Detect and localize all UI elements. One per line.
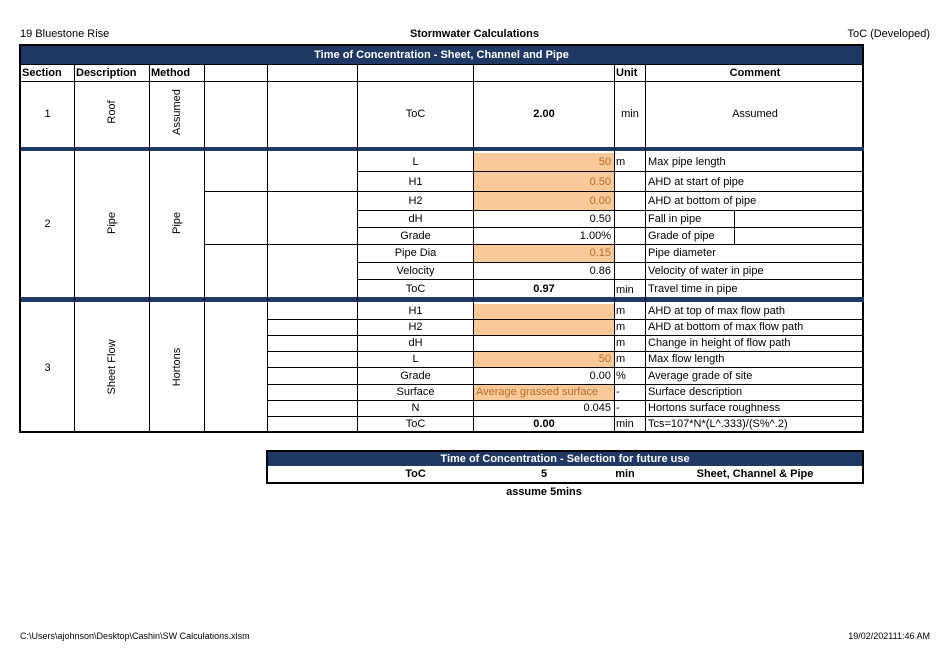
sheet-flow-method: Hortons — [171, 347, 183, 387]
pipe-param: H2 — [408, 195, 423, 207]
sheet-unit: m — [616, 337, 626, 349]
pipe-description: Pipe — [106, 211, 118, 235]
col-method: Method — [151, 67, 191, 79]
selection-note: assume 5mins — [506, 486, 582, 498]
sheet-comment: Tcs=107*N*(L^.333)/(S%^.2) — [648, 418, 788, 430]
sheet-param: Grade — [400, 370, 431, 382]
sheet-param: dH — [408, 337, 423, 349]
pipe-param: Velocity — [396, 265, 435, 277]
col-description: Description — [76, 67, 137, 79]
sheet-unit: m — [616, 321, 626, 333]
roof-comment: Assumed — [732, 108, 778, 120]
pipe-unit: m — [616, 156, 626, 168]
selection-unit: min — [615, 468, 635, 480]
pipe-comment: Max pipe length — [648, 156, 726, 168]
sheet-param: L — [412, 353, 419, 365]
sheet-comment: Hortons surface roughness — [648, 402, 781, 414]
pipe-comment: Fall in pipe — [648, 213, 702, 225]
pipe-param: dH — [408, 213, 423, 225]
col-section: Section — [22, 67, 62, 79]
sheet-param: N — [411, 402, 420, 414]
pipe-unit: min — [616, 284, 634, 296]
pipe-method: Pipe — [171, 211, 183, 235]
pipe-section: 2 — [44, 218, 51, 230]
selection-table-title: Time of Concentration - Selection for future use — [268, 452, 862, 466]
pipe-value[interactable]: 0.15 — [589, 247, 611, 259]
sheet-flow-description: Sheet Flow — [106, 339, 118, 395]
sheet-comment: Surface description — [648, 386, 743, 398]
pipe-value: 0.50 — [589, 213, 611, 225]
pipe-value[interactable]: 0.50 — [589, 176, 611, 188]
pipe-comment: Grade of pipe — [648, 230, 715, 242]
roof-method: Assumed — [171, 89, 183, 135]
sheet-unit: m — [616, 305, 626, 317]
pipe-toc-value: 0.97 — [533, 283, 555, 295]
pipe-value: 0.86 — [589, 265, 611, 277]
pipe-param: L — [412, 156, 419, 168]
toc-table-title: Time of Concentration - Sheet, Channel and Pipe — [21, 46, 862, 64]
pipe-param: Grade — [400, 230, 431, 242]
sheet-param: ToC — [405, 418, 426, 430]
sheet-surface-value[interactable]: Average grassed surface — [476, 386, 599, 398]
pipe-value[interactable]: 50 — [598, 156, 611, 168]
sheet-param: H2 — [408, 321, 423, 333]
pipe-comment: AHD at bottom of pipe — [648, 195, 757, 207]
sheet-comment: AHD at top of max flow path — [648, 305, 785, 317]
sheet-comment: Max flow length — [648, 353, 725, 365]
selection-param: ToC — [405, 468, 426, 480]
pipe-param: H1 — [408, 176, 423, 188]
sheet-comment: Change in height of flow path — [648, 337, 791, 349]
pipe-comment: Pipe diameter — [648, 247, 716, 259]
pipe-param: ToC — [405, 283, 426, 295]
pipe-param: Pipe Dia — [394, 247, 437, 259]
col-unit: Unit — [616, 67, 638, 79]
pipe-value[interactable]: 0.00 — [589, 195, 611, 207]
roof-section: 1 — [44, 108, 51, 120]
selection-method: Sheet, Channel & Pipe — [696, 468, 814, 480]
sheet-param: Surface — [396, 386, 435, 398]
roof-param: ToC — [405, 108, 426, 120]
sheet-toc-value: 0.00 — [533, 418, 555, 430]
sheet-comment: AHD at bottom of max flow path — [648, 321, 804, 333]
sheet-unit: - — [616, 402, 620, 414]
sheet-name: ToC (Developed) — [847, 28, 930, 40]
sheet-comment: Average grade of site — [648, 370, 753, 382]
selection-value: 5 — [540, 468, 548, 480]
pipe-comment: Travel time in pipe — [648, 283, 738, 295]
sheet-value: 0.045 — [583, 402, 611, 414]
roof-description: Roof — [106, 100, 118, 124]
pipe-value: 1.00% — [579, 230, 611, 242]
print-datetime: 19/02/202111:46 AM — [848, 631, 930, 641]
sheet-unit: min — [616, 418, 634, 430]
roof-unit: min — [621, 108, 639, 120]
sheet-param: H1 — [408, 305, 423, 317]
sheet-unit: - — [616, 386, 620, 398]
sheet-flow-section: 3 — [44, 362, 51, 374]
roof-value: 2.00 — [533, 108, 555, 120]
sheet-unit: m — [616, 353, 626, 365]
pipe-comment: Velocity of water in pipe — [648, 265, 764, 277]
address: 19 Bluestone Rise — [20, 28, 110, 40]
pipe-comment: AHD at start of pipe — [648, 176, 744, 188]
file-path: C:\Users\ajohnson\Desktop\Cashin\SW Calculations.xlsm — [20, 631, 250, 641]
sheet-value: 0.00 — [589, 370, 611, 382]
sheet-value[interactable]: 50 — [598, 353, 611, 365]
col-comment: Comment — [729, 67, 781, 79]
page-title: Stormwater Calculations — [410, 28, 539, 40]
sheet-unit: % — [616, 370, 626, 382]
